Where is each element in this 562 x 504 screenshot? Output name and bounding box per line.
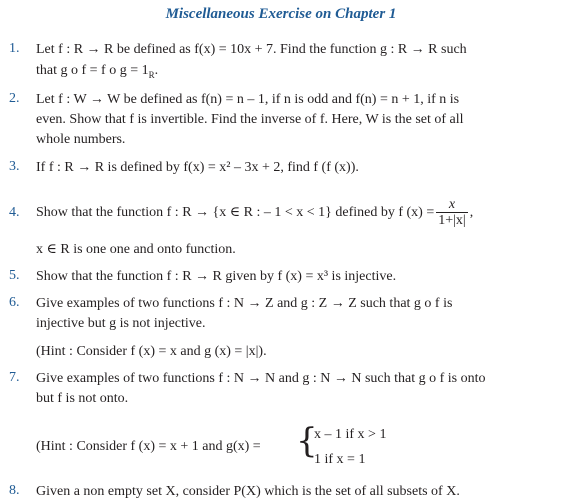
q3-line-1: If f : R → R is defined by f(x) = x² – 3x + 2, find f (f (x)). [36,160,359,175]
q1-line-2 [36,62,158,84]
q7-hint: (Hint : Consider f (x) = x + 1 and g(x) = [36,439,261,454]
q4-fraction [436,198,468,228]
q1-subscript: R [148,69,155,80]
q4-line-2: x ∈ R is one one and onto function. [36,242,236,257]
question-number-5: 5. [9,268,20,283]
q8-line-1: Given a non empty set X, consider P(X) which is the set of all subsets of X. [36,484,460,499]
question-number-3: 3. [9,159,20,174]
question-number-7: 7. [9,370,20,385]
q5-line-1: Show that the function f : R → R given by f (x) = x³ is injective. [36,269,397,284]
q4-line-1 [36,195,473,231]
q7-piecewise-brace: { [296,421,318,461]
question-number-6: 6. [9,295,20,310]
q4-line-1-text: Show that the function f : R → {x ∈ R : – 1 < x < 1} defined by f (x) = [36,205,435,220]
q1-line-2-end: . [154,63,159,78]
q4-fraction-numerator: x [436,198,468,213]
q2-line-3: whole numbers. [36,132,126,147]
q6-line-1: Give examples of two functions f : N → Z and g : Z → Z such that g o f is [36,296,453,311]
q2-line-1: Let f : W → W be defined as f(n) = n – 1, if n is odd and f(n) = n + 1, if n is [36,92,460,107]
question-number-4: 4. [9,205,20,220]
q1-line-1: Let f : R → R be defined as f(x) = 10x + 7. Find the function g : R → R such [36,42,467,57]
q2-line-2: even. Show that f is invertible. Find the inverse of f. Here, W is the set of all [36,112,464,127]
q4-fraction-denominator: 1+|x| [438,212,466,228]
q1-line-2-text: that g o f = f o g = 1 [36,63,149,78]
q7-line-2: but f is not onto. [36,391,129,406]
q7-line-1: Give examples of two functions f : N → N and g : N → N such that g o f is onto [36,371,486,386]
question-number-8: 8. [9,483,20,498]
question-number-2: 2. [9,91,20,106]
page-title: Miscellaneous Exercise on Chapter 1 [165,6,397,22]
q6-hint: (Hint : Consider f (x) = x and g (x) = |x|). [36,344,267,359]
q4-line-1-end: , [469,205,474,220]
q7-case-2: 1 if x = 1 [314,452,366,467]
question-number-1: 1. [9,41,20,56]
q7-case-1: x – 1 if x > 1 [314,427,387,442]
q6-line-2: injective but g is not injective. [36,316,206,331]
